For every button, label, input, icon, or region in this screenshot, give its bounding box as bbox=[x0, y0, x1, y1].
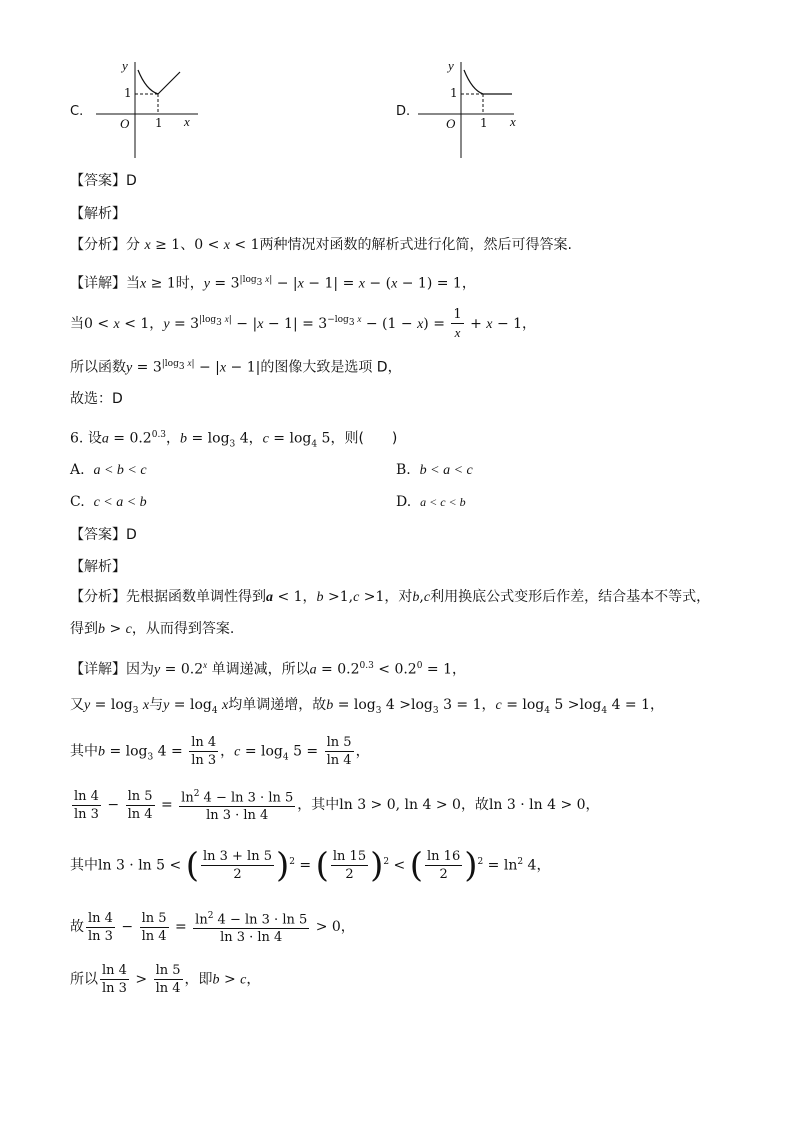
q6-analysis-label: 【解析】 bbox=[70, 559, 126, 575]
q6-option-c[interactable] bbox=[70, 494, 147, 511]
q5-line3-prefix: 当 bbox=[70, 316, 84, 332]
q6-fenxi-tag: 【分析】 bbox=[70, 589, 126, 605]
graph-c-curve bbox=[138, 70, 180, 94]
q6-fenxi-p1: 先根据函数单调性得到 bbox=[126, 589, 266, 605]
q5-detail-3: 所以函数$y = 3^{|log_3 x|} - |x - 1|$的图像大致是选项 D， bbox=[70, 358, 402, 376]
q5-line4-prefix: 所以函数 bbox=[70, 359, 126, 376]
graph-c-label: C. bbox=[70, 104, 84, 119]
q6-option-c-text: c < a < b bbox=[93, 495, 147, 510]
q6-d6-a: 故 bbox=[70, 919, 84, 936]
graph-c-tick-x: 1 bbox=[155, 116, 163, 130]
q6-d1-a: 因为 bbox=[126, 661, 154, 678]
graph-d-label: D. bbox=[396, 104, 411, 119]
q6-option-a-text: a < b < c bbox=[93, 463, 147, 478]
q5-detail-1: 【详解】当x ≥ 1时，$y = 3^{|log_3 x|} - |x - 1| = x - (x - 1) = 1$， bbox=[70, 274, 476, 292]
q5-shi: 时， bbox=[175, 275, 204, 292]
q5-fenxi: 【分析】分 x ≥ 1、0 < x < 1两种情况对函数的解析式进行化简，然后可得答案. bbox=[70, 237, 572, 253]
graph-option-d bbox=[396, 58, 536, 162]
q6-option-b-text: b < a < c bbox=[419, 463, 473, 478]
graph-option-c bbox=[70, 58, 210, 162]
q6-fenxi-p2: ，对 bbox=[384, 589, 413, 605]
q6-detail-6: 故 $\frac{\ln 4}{\ln 3}$ − $\frac{\ln 5}{\ln 4}$ = $\frac{\ln^2 4 - \ln 3 \cdot \ln 5}{\ln 3 \cdot \ln 4}$ > 0， bbox=[70, 908, 355, 946]
q6-detail-2: 又$y = \log_3 x$与$y = \log_4 x$均单调递增，故$b = \log_3 4 >\log_3$ 3 = 1，$c = \log_4 5 >\log_4$ 4 = 1， bbox=[70, 697, 665, 716]
q6-stem-suffix: ，则( ) bbox=[330, 430, 398, 447]
q6-detail-7: 所以 $\frac{\ln 4}{\ln 3}$ > $\frac{\ln 5}{\ln 4}$ ，即b > c， bbox=[70, 963, 261, 996]
graph-c-origin: O bbox=[120, 116, 130, 131]
q5-detail-2: 当0 < x < 1，$y = 3^{|log_3 x|} - |x - 1| = 3^{-log_3 x} - (1 - x)$ = $\frac{1}{x}$ + x − 1， bbox=[70, 307, 537, 340]
graph-d-origin: O bbox=[446, 116, 456, 131]
q6-stem-prefix: 设 bbox=[87, 430, 102, 447]
graph-c-y-label: y bbox=[122, 58, 128, 73]
q6-stem: 6. 设$a = 0.2^{0.3}$，$b = \log_3 4$，$c = \log_4 5$，则( ) bbox=[70, 430, 398, 450]
q5-fenxi-text: 两种情况对函数的解析式进行化简，然后可得答案. bbox=[259, 237, 572, 253]
q5-answer: 【答案】D bbox=[70, 173, 137, 189]
q6-option-b[interactable] bbox=[396, 462, 473, 479]
q6-fenxi-p5: ，从而得到答案. bbox=[131, 621, 235, 637]
q6-option-c-letter: C. bbox=[70, 494, 85, 510]
q6-d4-b: ，故 bbox=[460, 797, 489, 814]
q6-number: 6. bbox=[70, 430, 84, 447]
q6-option-d[interactable] bbox=[396, 494, 466, 510]
graph-d-curve bbox=[464, 70, 512, 94]
q6-d2-b: 与 bbox=[149, 697, 164, 713]
q5-line4-suffix: 的图像大致是选项 D， bbox=[260, 359, 402, 376]
q6-d3-a: 其中 bbox=[70, 743, 98, 760]
q6-d5-a: 其中 bbox=[70, 857, 98, 874]
graph-d-tick-y: 1 bbox=[450, 86, 458, 100]
q6-fenxi-1: 【分析】先根据函数单调性得到a < 1，b >1,c >1，对b,c利用换底公式变形后作差，结合基本不等式， bbox=[70, 589, 711, 605]
graph-c-svg bbox=[70, 58, 210, 162]
q6-option-a[interactable] bbox=[70, 462, 147, 479]
q6-answer: 【答案】D bbox=[70, 527, 137, 543]
q6-fenxi-p3: 利用换底公式变形后作差，结合基本不等式， bbox=[430, 589, 711, 605]
q6-fenxi-p4: 得到 bbox=[70, 621, 98, 637]
q5-conclusion: 故选：D bbox=[70, 391, 123, 407]
q6-option-b-letter: B. bbox=[396, 462, 411, 478]
q6-d7-b: ，即 bbox=[184, 971, 213, 988]
q6-detail-5: 其中ln 3 · ln 5 < ( $\frac{\ln 3 + \ln 5}{2}$ )$^2$ = ( $\frac{\ln 15}{2}$ )$^2$ < ( $\frac{\ln 16}{2}$ )$^2 = \ln^2 4$， bbox=[70, 845, 551, 886]
q6-d2-c: 均单调递增，故 bbox=[228, 697, 327, 713]
q6-d7-a: 所以 bbox=[70, 971, 98, 988]
q5-xiangjie-tag: 【详解】 bbox=[70, 275, 126, 292]
graph-d-tick-x: 1 bbox=[480, 116, 488, 130]
graph-c-tick-y: 1 bbox=[124, 86, 132, 100]
graph-d-y-label: y bbox=[448, 58, 454, 73]
q6-option-d-text: a < c < b bbox=[420, 495, 466, 509]
q5-fenxi-tag: 【分析】 bbox=[70, 237, 126, 253]
q6-detail-4: $\frac{\ln 4}{\ln 3}$ − $\frac{\ln 5}{\ln 4}$ = $\frac{\ln^2 4 - \ln 3 \cdot \ln 5}{\ln 3 \cdot \ln 4}$ ，其中ln 3 > 0, ln 4 > 0，故ln 3 · ln 4 > 0， bbox=[70, 786, 600, 824]
q5-dang: 当 bbox=[126, 275, 140, 292]
q5-analysis-label: 【解析】 bbox=[70, 206, 126, 222]
q6-d2-a: 又 bbox=[70, 697, 84, 713]
q6-d4-a: ，其中 bbox=[297, 797, 340, 814]
q6-xiangjie-tag: 【详解】 bbox=[70, 661, 126, 678]
q6-detail-1: 【详解】因为$y = 0.2^x$ 单调递减，所以$a = 0.2^{0.3} < 0.2^0 = 1$， bbox=[70, 660, 466, 678]
q6-fenxi-2: 得到b > c，从而得到答案. bbox=[70, 621, 235, 637]
graph-d-svg bbox=[396, 58, 536, 162]
q6-detail-3: 其中$b = \log_3 4$ = $\frac{\ln 4}{\ln 3}$ ，$c = \log_4 5$ = $\frac{\ln 5}{\ln 4}$ ， bbox=[70, 735, 370, 768]
q6-option-a-letter: A. bbox=[70, 462, 85, 478]
q6-option-d-letter: D. bbox=[396, 494, 412, 510]
graph-c-x-label: x bbox=[184, 114, 190, 129]
q6-d1-b: 单调递减，所以 bbox=[211, 661, 310, 678]
graph-d-x-label: x bbox=[510, 114, 516, 129]
